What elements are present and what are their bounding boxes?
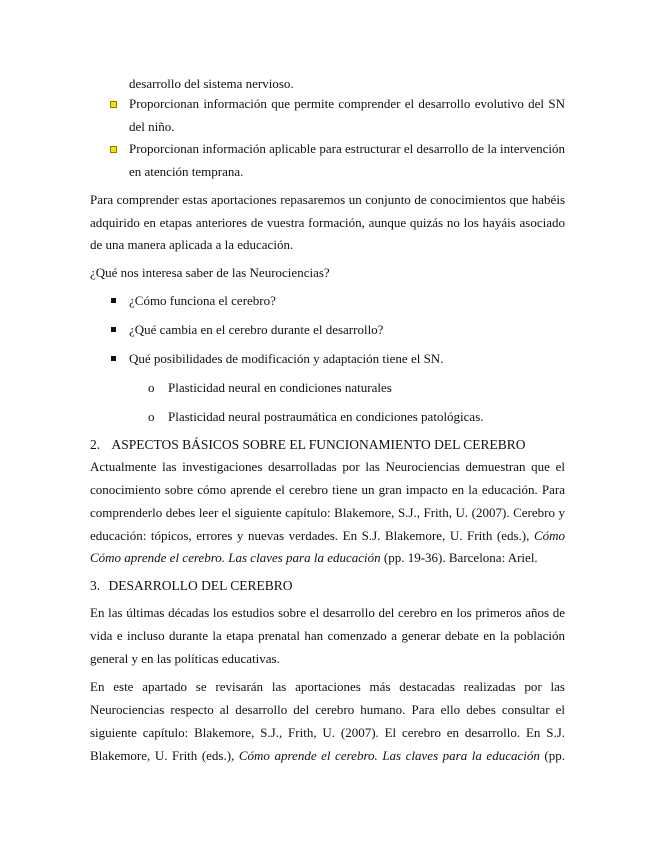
bullet-item-line: en atención temprana. — [129, 164, 244, 179]
section-title: DESARROLLO DEL CEREBRO — [108, 578, 293, 593]
section-number: 2. — [90, 437, 101, 452]
square-bullet-icon — [111, 356, 116, 361]
paragraph-line — [90, 550, 538, 566]
paragraph-line: de una manera aplicada a la educación. — [90, 237, 294, 252]
sub-list-item: Plasticidad neural en condiciones naturales — [168, 380, 392, 395]
section-heading — [90, 437, 526, 453]
paragraph-line: Para comprender estas aportaciones repasaremos un conjunto de conocimientos que habéis — [90, 192, 565, 207]
square-bullet-icon — [111, 298, 116, 303]
section-number: 3. — [90, 578, 101, 593]
circle-bullet-icon: o — [148, 380, 155, 395]
paragraph-line — [90, 748, 565, 764]
list-item: ¿Cómo funciona el cerebro? — [129, 293, 276, 308]
paragraph-line: adquirido en etapas anteriores de vuestra formación, aunque quizás no los hayáis asociado — [90, 215, 565, 230]
paragraph-line: Neurociencias respecto al desarrollo del cerebro humano. Para ello debes consultar el — [90, 702, 565, 717]
paragraph-line: conocimiento sobre cómo aprende el cerebro tiene un gran impacto en la educación. Para — [90, 482, 565, 497]
circle-bullet-icon: o — [148, 409, 155, 424]
square-bullet-icon — [111, 327, 116, 332]
citation-tail: (pp. 19-36). Barcelona: Ariel. — [380, 550, 538, 565]
paragraph-line: vida e incluso durante la etapa prenatal han comenzado a generar debate en la población — [90, 628, 565, 643]
book-title: Cómo aprende el cerebro. Las claves para la educación — [90, 550, 381, 565]
section-heading — [90, 578, 293, 594]
paragraph-line: general y en las políticas educativas. — [90, 651, 280, 666]
paragraph-line: En las últimas décadas los estudios sobre el desarrollo del cerebro en los primeros años de — [90, 605, 565, 620]
citation-tail: (pp. — [539, 748, 565, 763]
paragraph-text: Blakemore, U. Frith (eds.), — [90, 748, 239, 763]
bullet-item-line: Proporcionan información que permite comprender el desarrollo evolutivo del SN — [129, 96, 565, 111]
yellow-square-bullet-icon — [110, 146, 117, 153]
paragraph-line: En este apartado se revisarán las aportaciones más destacadas realizadas por las — [90, 679, 565, 694]
book-title-fragment: Cómo — [533, 528, 566, 543]
bullet-continuation-line: desarrollo del sistema nervioso. — [129, 76, 294, 91]
question-line: ¿Qué nos interesa saber de las Neurociencias? — [90, 265, 330, 280]
yellow-square-bullet-icon — [110, 101, 117, 108]
section-title: ASPECTOS BÁSICOS SOBRE EL FUNCIONAMIENTO DEL CEREBRO — [111, 437, 526, 452]
paragraph-text: educación: tópicos, errores y nuevas verdades. En S.J. Blakemore, U. Frith (eds.), — [90, 528, 530, 543]
list-item: ¿Qué cambia en el cerebro durante el desarrollo? — [129, 322, 384, 337]
paragraph-line: comprenderlo debes leer el siguiente capítulo: Blakemore, S.J., Frith, U. (2007). Cerebro y — [90, 505, 565, 520]
paragraph-line: siguiente capítulo: Blakemore, S.J., Frith, U. (2007). El cerebro en desarrollo. En S.J. — [90, 725, 565, 740]
list-item: Qué posibilidades de modificación y adaptación tiene el SN. — [129, 351, 444, 366]
paragraph-line — [90, 528, 565, 544]
sub-list-item: Plasticidad neural postraumática en condiciones patológicas. — [168, 409, 484, 424]
paragraph-line: Actualmente las investigaciones desarrolladas por las Neurociencias demuestran que el — [90, 459, 565, 474]
bullet-item-line: Proporcionan información aplicable para estructurar el desarrollo de la intervención — [129, 141, 565, 156]
book-title: Cómo aprende el cerebro. Las claves para la educación — [238, 748, 540, 763]
bullet-item-line: del niño. — [129, 119, 175, 134]
